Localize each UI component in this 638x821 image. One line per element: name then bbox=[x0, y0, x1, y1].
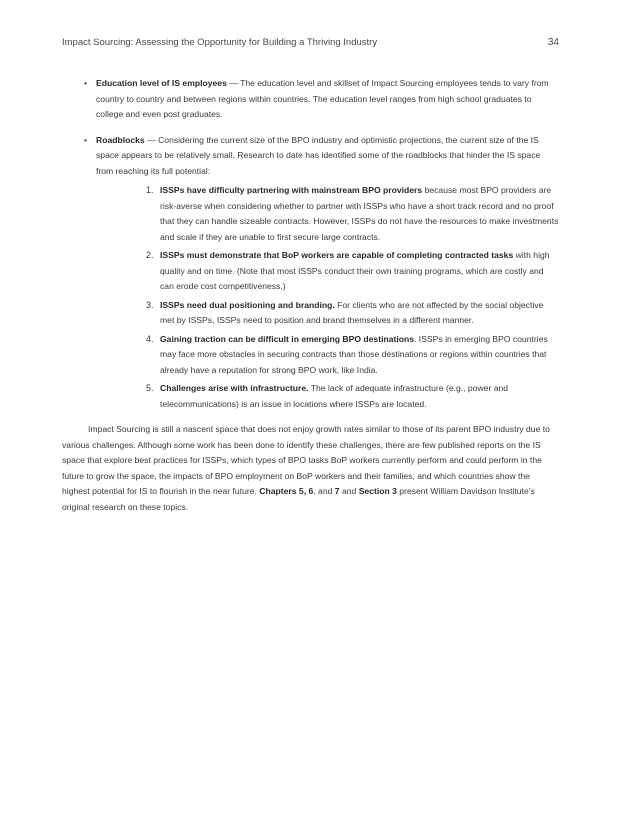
list-number: 1. bbox=[146, 185, 154, 195]
bullet-item-roadblocks bbox=[62, 133, 559, 413]
page-body bbox=[62, 76, 559, 515]
list-item bbox=[96, 332, 559, 379]
page-number: 34 bbox=[547, 37, 559, 48]
list-number: 3. bbox=[146, 299, 154, 310]
list-item bbox=[96, 381, 559, 412]
list-item-text: because most BPO providers are risk-averse when considering whether to partner with ISSPs who have a short track record and no proof that they can handle sizeable contracts. However, ISSPs do not have the resources to make investments and scale if they are unable to first secure large contracts. bbox=[160, 185, 559, 242]
list-item-heading: Challenges arise with infrastructure. bbox=[160, 383, 309, 393]
bullet-heading: Roadblocks bbox=[96, 134, 145, 145]
list-item-heading: ISSPs have difficulty partnering with mainstream BPO providers bbox=[160, 185, 423, 195]
reference-separator: , and bbox=[313, 486, 335, 496]
list-item-heading: ISSPs need dual positioning and branding. bbox=[160, 299, 335, 310]
bullet-item-education bbox=[62, 76, 559, 123]
bullet-mark: • bbox=[84, 78, 88, 88]
list-number: 5. bbox=[146, 383, 154, 393]
chapter-reference: Chapters 5, 6 bbox=[259, 486, 314, 496]
chapter-reference: 7 bbox=[334, 486, 340, 496]
list-item-text: . ISSPs in emerging BPO countries may face more obstacles in securing contracts than those destinations or regions within countries that already have a reputation for strong BPO work, like India. bbox=[160, 333, 548, 375]
page-header bbox=[62, 37, 559, 51]
bullet-text: — Considering the current size of the BPO industry and optimistic projections, the current size of the IS space appears to be relatively small. Research to date has identified some of the roadblocks that hinder the IS space from reaching its full potential: bbox=[96, 134, 541, 176]
reference-separator: and bbox=[339, 486, 359, 496]
list-item bbox=[96, 298, 559, 329]
list-item-text: For clients who are not affected by the social objective met by ISSPs, ISSPs need to position and brand themselves in a different manner. bbox=[160, 299, 544, 325]
list-item bbox=[96, 248, 559, 295]
list-item-heading: ISSPs must demonstrate that BoP workers are capable of completing contracted tasks bbox=[160, 250, 514, 260]
list-item-text: The lack of adequate infrastructure (e.g., power and telecommunications) is an issue in locations where ISSPs are located. bbox=[160, 383, 509, 409]
list-number: 4. bbox=[146, 333, 154, 344]
roadblocks-list bbox=[96, 183, 559, 412]
bullet-mark: • bbox=[84, 134, 88, 145]
bullet-heading: Education level of IS employees bbox=[96, 78, 227, 88]
list-item-heading: Gaining traction can be difficult in emerging BPO destinations bbox=[160, 333, 415, 344]
header-title: Impact Sourcing: Assessing the Opportunity for Building a Thriving Industry bbox=[62, 37, 378, 48]
paragraph-text: Impact Sourcing is still a nascent space that does not enjoy growth rates similar to those of its parent BPO industry due to various challenges. Although some work has been done to identify these challenges, there are few published reports on the IS space that explore best practices for ISSPs, which types of BPO tasks BoP workers currently perform and could perform in the future to grow the space, the impacts of BPO employment on BoP workers and their families, and which countries show the highest potential for IS to flourish in the near future. bbox=[62, 424, 550, 496]
body-paragraph bbox=[62, 422, 559, 515]
paragraph-tail: present William Davidson Institute’s original research on these topics. bbox=[62, 486, 535, 512]
bullet-text: — The education level and skillset of Impact Sourcing employees tends to vary from country to country and between regions within countries. The education level ranges from high school graduates to college and even post graduates. bbox=[96, 78, 549, 119]
list-number: 2. bbox=[146, 250, 154, 260]
list-item bbox=[96, 183, 559, 245]
section-reference: Section 3 bbox=[358, 486, 397, 496]
list-item-text: with high quality and on time. (Note that most ISSPs conduct their own training programs, which are costly and can erode cost competitiveness.) bbox=[160, 250, 550, 291]
